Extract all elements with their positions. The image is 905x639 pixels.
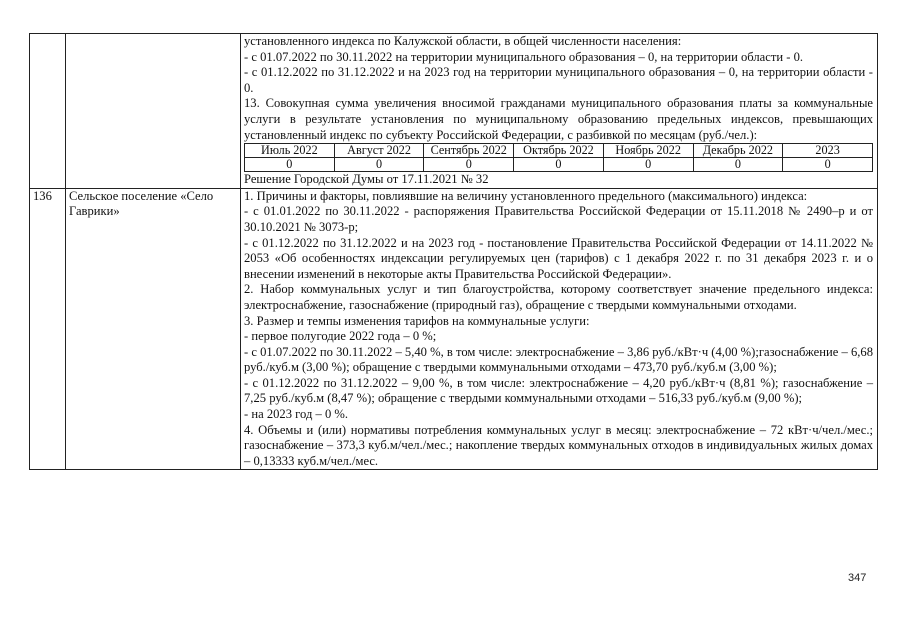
text-paragraph: 13. Совокупная сумма увеличения вносимой гражданами муниципального образования платы за коммунальные услуги в результате установления по муниципальному образованию предельных индексов, превышающих установленный индекс по субъекту Российской Федерации, с разбивкой по месяцам (руб./чел.):: [244, 96, 873, 142]
month-header: Ноябрь 2022: [603, 144, 693, 158]
month-header: Сентябрь 2022: [424, 144, 514, 158]
text-paragraph: - с 01.01.2022 по 30.11.2022 - распоряжения Правительства Российской Федерации от 15.11.2018 № 2490–р и от 30.10.2021 № 3073-р;: [244, 204, 873, 234]
municipality-cell: Сельское поселение «Село Гаврики»: [66, 188, 241, 470]
description-cell: [241, 34, 878, 189]
monthly-increase-table: [244, 143, 873, 172]
text-paragraph: 2. Набор коммунальных услуг и тип благоустройства, которому соответствует значение предельного индекса: электроснабжение, газоснабжение (природный газ), обращение с твердыми коммунальными отходами.: [244, 282, 873, 312]
month-value: 0: [514, 158, 604, 172]
text-paragraph: - первое полугодие 2022 года – 0 %;: [244, 329, 437, 344]
month-header: Июль 2022: [245, 144, 335, 158]
month-value: 0: [334, 158, 424, 172]
text-paragraph: - с 01.12.2022 по 31.12.2022 – 9,00 %, в том числе: электроснабжение – 4,20 руб./кВт·ч (8,81 %); газоснабжение – 7,25 руб./куб.м (8,47 %); обращение с твердыми коммунальными отходами – 516,33 руб./куб.м (9,00 %);: [244, 375, 873, 406]
text-paragraph: - с 01.07.2022 по 30.11.2022 – 5,40 %, в том числе: электроснабжение – 3,86 руб./кВт·ч (4,00 %);газоснабжение – 6,68 руб./куб.м (3,00 %); обращение с твердыми коммунальными отходами – 473,70 руб./куб.м (3,00 %);: [244, 344, 873, 375]
text-paragraph: 4. Объемы и (или) нормативы потребления коммунальных услуг в месяц: электроснабжение – 72 кВт·ч/чел./мес.; газоснабжение – 373,3 куб.м/чел./мес.; накопление твердых коммунальных отходов в индивидуальных жилых домах – 0,13333 куб.м/чел./мес.: [244, 422, 873, 468]
row-number-cell: 136: [30, 188, 66, 470]
month-value: 0: [424, 158, 514, 172]
month-value: 0: [783, 158, 873, 172]
month-header: 2023: [783, 144, 873, 158]
month-header: Декабрь 2022: [693, 144, 783, 158]
text-line: - с 01.07.2022 по 30.11.2022 на территории муниципального образования – 0, на территории области - 0.: [244, 49, 804, 64]
table-header-row: [245, 144, 873, 158]
text-paragraph: - на 2023 год – 0 %.: [244, 407, 349, 422]
text-paragraph: 1. Причины и факторы, повлиявшие на величину установленного предельного (максимального) индекса:: [244, 188, 808, 203]
municipality-cell: [66, 34, 241, 189]
month-header: Август 2022: [334, 144, 424, 158]
month-value: 0: [693, 158, 783, 172]
text-line: - с 01.12.2022 по 31.12.2022 и на 2023 год на территории муниципального образования – 0, на территории области - 0.: [244, 65, 873, 95]
text-paragraph: 3. Размер и темпы изменения тарифов на коммунальные услуги:: [244, 313, 590, 328]
month-value: 0: [603, 158, 693, 172]
table-row: [30, 188, 878, 470]
table-value-row: [245, 158, 873, 172]
text-paragraph: - с 01.12.2022 по 31.12.2022 и на 2023 год - постановление Правительства Российской Федерации от 14.11.2022 № 2053 «Об особенностях индексации регулируемых цен (тарифов) с 1 декабря 2022 г. по 31 декабря 2023 г. и о внесении изменений в некоторые акты Правительства Российской Федерации».: [244, 235, 873, 281]
municipal-index-table: [29, 33, 878, 470]
page-number: 347: [848, 572, 867, 584]
month-value: 0: [245, 158, 335, 172]
description-cell: [241, 188, 878, 470]
decision-reference: Решение Городской Думы от 17.11.2021 № 32: [244, 172, 489, 187]
month-header: Октябрь 2022: [514, 144, 604, 158]
table-row: [30, 34, 878, 189]
row-number-cell: [30, 34, 66, 189]
text-line: установленного индекса по Калужской области, в общей численности населения:: [244, 34, 682, 48]
